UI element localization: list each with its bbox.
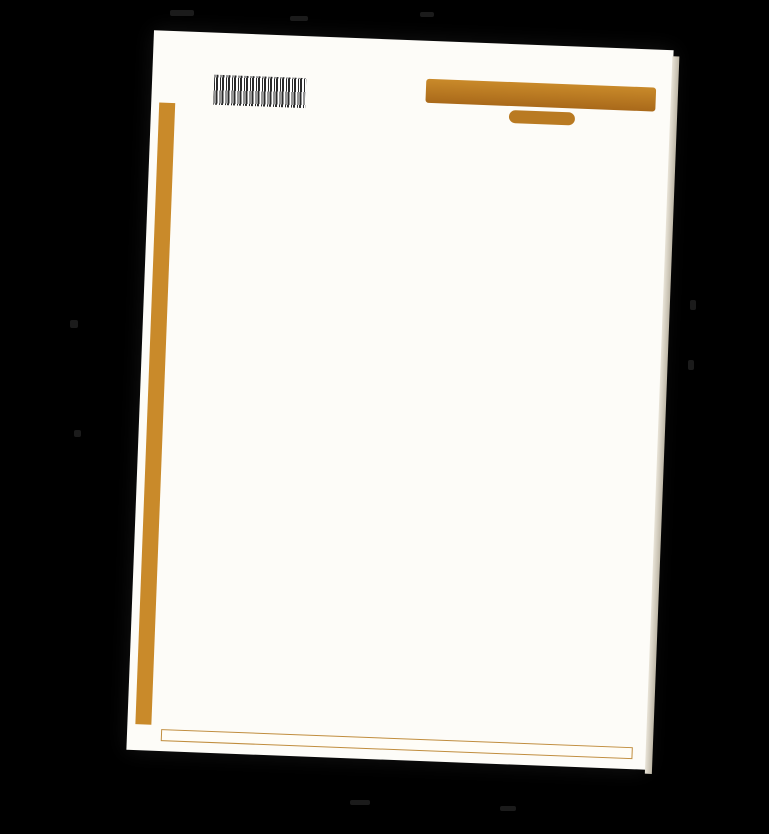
- background-glint: [688, 360, 694, 370]
- brand-logo: [509, 110, 575, 126]
- spine-label-financial: [147, 573, 151, 673]
- background-glint: [500, 806, 516, 811]
- background-glint: [70, 320, 78, 328]
- background-glint: [170, 10, 194, 16]
- background-glint: [350, 800, 370, 805]
- form-spine-tab: [135, 103, 175, 725]
- background-glint: [420, 12, 434, 17]
- form-footer: [161, 729, 633, 759]
- barcode-caption: [213, 114, 305, 118]
- barcode: [213, 75, 306, 109]
- lease-application-form: [126, 30, 673, 769]
- background-glint: [690, 300, 696, 310]
- background-glint: [74, 430, 81, 437]
- spine-label-labor: [155, 383, 159, 483]
- punch-hole-strip: [153, 30, 674, 80]
- page-title: [425, 79, 656, 112]
- spine-label-general: [163, 173, 167, 273]
- background-glint: [290, 16, 308, 21]
